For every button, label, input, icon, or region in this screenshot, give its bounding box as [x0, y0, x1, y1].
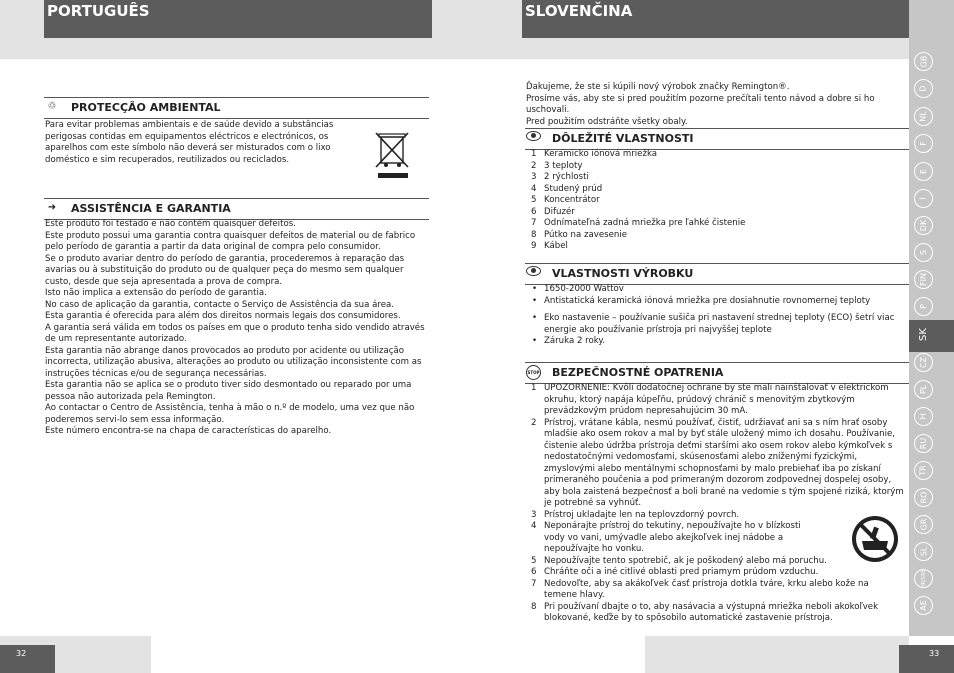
eye-icon	[526, 131, 540, 145]
lang-tab-tr[interactable]: TR	[914, 461, 933, 480]
lang-tab-e[interactable]: E	[914, 162, 933, 181]
page-number-left: 32	[0, 645, 55, 673]
language-sidebar	[909, 0, 954, 636]
lang-tab-ro[interactable]: RO	[914, 488, 933, 507]
lang-tab-dk[interactable]: DK	[914, 216, 933, 235]
paragraph: Pred použitím odstráňte všetky obaly.	[526, 116, 688, 127]
paragraph: Prosíme vás, aby ste si pred použitím pozorne prečítali tento návod a dobre si ho uschovali.	[526, 93, 875, 115]
list-item: 2 3 teploty	[531, 160, 583, 171]
paragraph: No caso de aplicação da garantia, contacte o Serviço de Assistência da sua área.	[45, 299, 395, 310]
list-item: 5 Koncentrátor	[531, 195, 600, 205]
intro-text	[526, 82, 906, 128]
lang-tab-sl[interactable]: SL	[914, 542, 933, 561]
lang-tab-i[interactable]: I	[914, 189, 933, 208]
list-item: • Antistatická keramická iónová mriežka pre dosiahnutie rovnomernej teploty	[526, 296, 906, 308]
section-heading-warranty: ➜ ASSISTÊNCIA E GARANTIA	[44, 198, 429, 220]
lang-tab-f[interactable]: F	[914, 134, 933, 153]
lang-tab-gb[interactable]: GB	[914, 52, 933, 71]
paragraph: Isto não implica a extensão do período de garantia.	[45, 288, 267, 298]
paragraph: Se o produto avariar dentro do período de garantia, procederemos à reparação das avarias ou à substituição do produto ou de qualquer peça do mesmo sem qualquer custo, desde que seja apresentada a prova de compra.	[45, 253, 405, 287]
page-number-right: 33	[899, 645, 954, 673]
lang-tab-ae[interactable]: AE	[914, 596, 933, 615]
paragraph: Este produto possui uma garantia contra quaisquer defeitos de material ou de fabrico pelo período de garantia a partir da data original de compra pelo consumidor.	[45, 230, 416, 252]
lang-tab-ru[interactable]: RU	[914, 434, 933, 453]
environment-text	[45, 120, 365, 166]
lang-tab-cz[interactable]: CZ	[914, 353, 933, 372]
list-item: 8 Pútko na zavesenie	[531, 229, 627, 240]
page-title-left: PORTUGUÊS	[44, 0, 432, 38]
list-item: 1 Keramicko iónová mriežka	[531, 149, 658, 159]
lang-tab-sk[interactable]: SK	[918, 328, 929, 341]
stop-icon: STOP	[526, 365, 540, 379]
arrow-right-icon: ➜	[47, 202, 57, 213]
warranty-text	[45, 219, 430, 438]
list-item: 3 Prístroj ukladajte len na teplovzdorný povrch.	[531, 509, 740, 520]
paragraph: Ďakujeme, že ste si kúpili nový výrobok značky Remington®.	[526, 82, 790, 92]
lang-tab-hr-srb[interactable]: HR/SRB	[914, 569, 933, 588]
page-title-right: SLOVENČINA	[522, 0, 909, 38]
list-item: • Záruka 2 roky.	[526, 336, 906, 348]
lang-tab-p[interactable]: P	[914, 297, 933, 316]
section-heading-environment: ♲ PROTECÇÃO AMBIENTAL	[44, 97, 429, 119]
list-item: 9 Kábel	[531, 241, 568, 251]
list-item: • Eko nastavenie – používanie sušiča pri nastavení strednej teploty (ECO) šetrí viac energie ako používanie prístroja pri najvyššej teplote	[526, 313, 906, 336]
list-item: 6 Chráňte oči a iné citlivé oblasti pred priamym prúdom vzduchu.	[531, 567, 819, 577]
paragraph: Para evitar problemas ambientais e de saúde devido a substâncias perigosas contidas em equipamentos eléctricos e electrónicos, os aparelhos com este símbolo não deverá ser misturados com o lixo doméstico e sim recuperados, reutilizados ou reciclados.	[45, 120, 334, 165]
list-item: 3 2 rýchlosti	[531, 172, 589, 182]
paragraph: Ao contactar o Centro de Assistência, tenha à mão o n.º de modelo, uma vez que não poderemos servi-lo sem essa informação.	[45, 403, 415, 425]
lang-tab-fin[interactable]: FIN	[914, 270, 933, 289]
lang-tab-h[interactable]: H	[914, 407, 933, 426]
product-list	[526, 284, 906, 348]
weee-bin-icon	[372, 131, 414, 179]
list-item: 2 Prístroj, vrátane kábla, nesmú používať, čistiť, udržiavať ani sa s ním hrať osoby mladšie ako osem rokov a mal by byť stále uložený mimo ich dosahu. Používanie, čistenie alebo údržba prístroja deťmi staršími ako osem rokov alebo kýmkoľvek s nedostatočnými vedomosťami, skúsenosťami alebo zníženými fyzickými, zmyslovými alebo mentálnymi schopnosťami by malo prebiehať iba po získaní primeraného poučenia a pod primeraným dozorom zodpovednej dospelej osoby, aby bola zaistená bezpečnosť a boli brané na vedomie s tým spojené riziká, ktorým je potrebné sa vyhnúť.	[531, 417, 904, 508]
paragraph: Este produto foi testado e não contém quaisquer defeitos.	[45, 219, 296, 229]
paragraph: A garantia será válida em todos os países em que o produto tenha sido vendido através de um representante autorizado.	[45, 322, 425, 344]
lang-tab-gr[interactable]: GR	[914, 515, 933, 534]
list-item: 7 Odnímateľná zadná mriežka pre ľahké čistenie	[531, 218, 746, 228]
paragraph: Este número encontra-se na chapa de características do aparelho.	[45, 426, 332, 436]
list-item: 5 Nepoužívajte tento spotrebič, ak je poškodený alebo má poruchu.	[531, 555, 827, 566]
list-item: 8 Pri používaní dbajte o to, aby nasávacia a výstupná mriežka neboli akokoľvek blokované, keďže by to spôsobilo automatické zastavenie prístroja.	[531, 601, 879, 623]
list-item: 4 Studený prúd	[531, 183, 603, 194]
lang-tab-nl[interactable]: NL	[914, 107, 933, 126]
features-list	[526, 149, 906, 253]
paragraph: Esta garantia é oferecida para além dos direitos normais legais dos consumidores.	[45, 311, 401, 321]
section-heading-product: VLASTNOSTI VÝROBKU	[525, 263, 909, 285]
section-heading-safety: STOP BEZPEČNOSTNÉ OPATRENIA	[525, 362, 909, 384]
lang-tab-pl[interactable]: PL	[914, 380, 933, 399]
eye-icon	[526, 266, 540, 280]
list-item: 4 Neponárajte prístroj do tekutiny, nepoužívajte ho v blízkosti vody vo vani, umývadle alebo akejkoľvek inej nádobe a nepoužívajte ho vonku.	[531, 521, 801, 554]
recycle-icon: ♲	[47, 101, 57, 112]
lang-tab-d[interactable]: D	[914, 79, 933, 98]
safety-list	[526, 383, 904, 625]
lang-tab-s[interactable]: S	[914, 243, 933, 262]
no-water-warning-icon	[850, 514, 900, 564]
bottom-band-right	[645, 636, 909, 673]
list-item: • 1650-2000 Wattov	[526, 284, 906, 296]
section-heading-features: DÔLEŽITÉ VLASTNOSTI	[525, 128, 909, 150]
list-item: 1 UPOZORNENIE: Kvôli dodatočnej ochrane by ste mali nainštalovať v elektrickom okruhu, ktorý napája kúpeľňu, prúdový chránič s menovitým zbytkovým prevádzkovým prúdom nepresahujúcim 30 mA.	[531, 383, 889, 416]
list-item: 6 Difuzér	[531, 206, 575, 217]
paragraph: Esta garantia não abrange danos provocados ao produto por acidente ou utilização incorrecta, utilização abusiva, alterações ao produto ou utilização inconsistente com as instruções técnicas e/ou de segurança necessárias.	[45, 345, 422, 379]
list-item: 7 Nedovoľte, aby sa akákoľvek časť prístroja dotkla tváre, krku alebo kože na temene hlavy.	[531, 578, 869, 600]
paragraph: Esta garantia não se aplica se o produto tiver sido desmontado ou reparado por uma pessoa não autorizada pela Remington.	[45, 380, 412, 402]
